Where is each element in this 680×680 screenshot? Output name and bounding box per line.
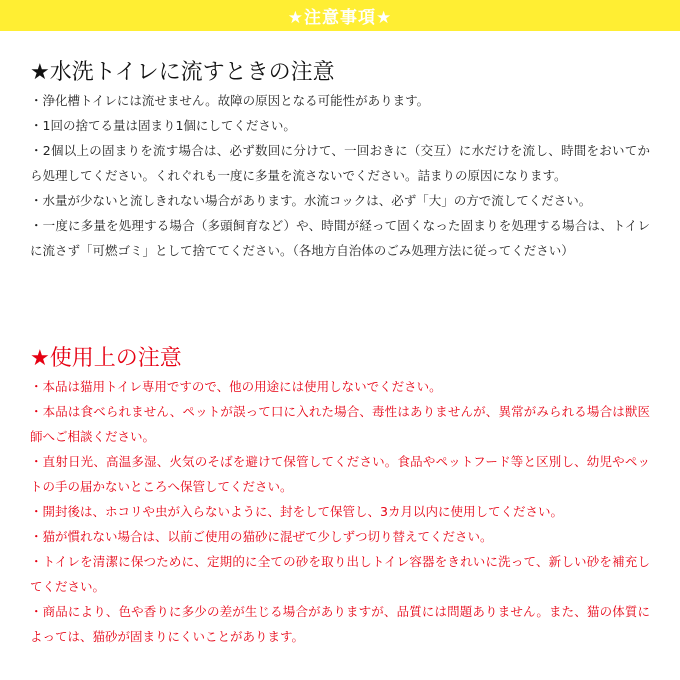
notice-banner	[0, 0, 680, 31]
list-item: ・2個以上の固まりを流す場合は、必ず数回に分けて、一回おきに（交互）に水だけを流し、時間をおいてから処理してください。くれぐれも一度に多量を流さないでください。詰まりの原因になります。	[30, 143, 650, 183]
banner-title: ★注意事項★	[287, 8, 393, 28]
usage-section	[30, 344, 650, 649]
list-item: ・一度に多量を処理する場合（多頭飼育など）や、時間が経って固くなった固まりを処理する場合は、トイレに流さず「可燃ゴミ」として捨ててください。（各地方自治体のごみ処理方法に従ってください）	[30, 218, 650, 258]
list-item: ・水量が少ないと流しきれない場合があります。水流コックは、必ず「大」の方で流してください。	[30, 193, 592, 208]
flush-notice-list	[30, 88, 650, 263]
list-item: ・開封後は、ホコリや虫が入らないように、封をして保管し、3カ月以内に使用してください。	[30, 504, 563, 519]
list-item: ・猫が慣れない場合は、以前ご使用の猫砂に混ぜて少しずつ切り替えてください。	[30, 529, 493, 544]
list-item: ・商品により、色や香りに多少の差が生じる場合がありますが、品質には問題ありません。また、猫の体質によっては、猫砂が固まりにくいことがあります。	[30, 604, 650, 644]
flush-toilet-section	[30, 58, 650, 263]
usage-notice-list	[30, 374, 650, 649]
list-item: ・本品は猫用トイレ専用ですので、他の用途には使用しないでください。	[30, 379, 442, 394]
list-item: ・直射日光、高温多湿、火気のそばを避けて保管してください。食品やペットフード等と区別し、幼児やペットの手の届かないところへ保管してください。	[30, 454, 650, 494]
list-item: ・本品は食べられません、ペットが誤って口に入れた場合、毒性はありませんが、異常がみられる場合は獣医師へご相談ください。	[30, 404, 650, 444]
list-item: ・浄化槽トイレには流せません。故障の原因となる可能性があります。	[30, 93, 430, 108]
list-item: ・トイレを清潔に保つために、定期的に全ての砂を取り出しトイレ容器をきれいに洗って、新しい砂を補充してください。	[30, 554, 650, 594]
usage-section-heading: ★使用上の注意	[30, 346, 182, 371]
flush-section-heading: ★水洗トイレに流すときの注意	[30, 60, 335, 85]
list-item: ・1回の捨てる量は固まり1個にしてください。	[30, 118, 296, 133]
